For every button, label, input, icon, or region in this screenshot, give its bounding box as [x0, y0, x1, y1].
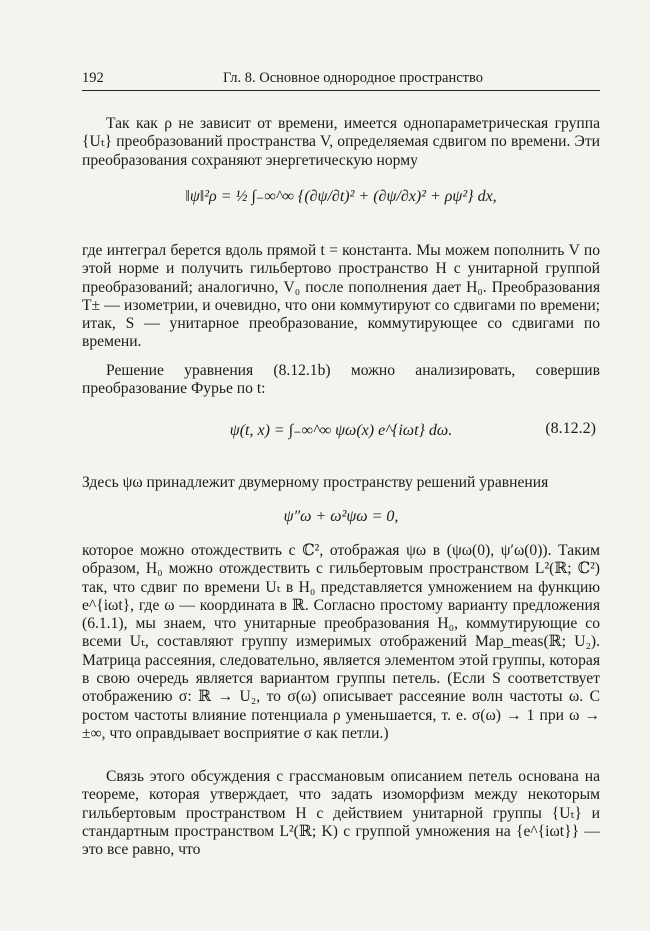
running-header [82, 70, 600, 91]
formula-energy-norm-text: ‖ψ‖²ρ = ½ ∫₋∞^∞ {(∂ψ/∂t)² + (∂ψ/∂x)² + ρψ²} dx, [185, 188, 497, 205]
paragraph-6-block [82, 768, 600, 859]
paragraph-1-block [82, 115, 600, 170]
paragraph-4: Здесь ψω принадлежит двумерному пространству решений уравнения [82, 474, 549, 491]
formula-energy-norm [82, 186, 600, 206]
paragraph-2: где интеграл берется вдоль прямой t = константа. Мы можем пополнить V по этой норме и получить гильбертово пространство H с унитарной группой преобразований; аналогично, V₀ после пополнения дает H₀. Преобразования T± — изометрии, и очевидно, что они коммутируют со сдвигами по времени; итак, S — унитарное преобразование, коммутирующее со сдвигами по времени. [82, 242, 600, 351]
paragraph-5-block [82, 542, 600, 743]
formula-fourier-text: ψ(t, x) = ∫₋∞^∞ ψω(x) e^{iωt} dω. [229, 422, 453, 439]
paragraph-4-block [82, 474, 600, 492]
formula-ode-text: ψ″ω + ω²ψω = 0, [283, 508, 399, 525]
paragraph-3-block [82, 362, 600, 399]
paragraph-6: Связь этого обсуждения с грассмановым описанием петель основана на теореме, которая утверждает, что задать изоморфизм между некоторым гильбертовым пространством H с действием унитарной группы {Uₜ} и стандартным пространством L²(ℝ; K) с группой умножения на {e^{iωt}} — это все равно, что [82, 768, 600, 859]
paragraph-5: которое можно отождествить с ℂ², отображая ψω в (ψω(0), ψ′ω(0)). Таким образом, H₀ можно отождествить с гильбертовым пространством L²(ℝ; ℂ²) так, что сдвиг по времени Uₜ в H₀ представляется умножением на функцию e^{iωt}, где ω — координата в ℝ. Согласно простому варианту предложения (6.1.1), мы знаем, что унитарные преобразования H₀, коммутирующие со всеми Uₜ, составляют группу измеримых отображений Map_meas(ℝ; U₂). Матрица рассеяния, следовательно, является элементом этой группы, которая в свою очередь является вариантом группы петель. (Если S соответствует отображению σ: ℝ → U₂, то σ(ω) описывает рассеяние волн частоты ω. С ростом частоты влияние потенциала ρ уменьшается, т. е. σ(ω) → 1 при ω → ±∞, что оправдывает восприятие σ как петли.) [82, 542, 600, 742]
formula-fourier [82, 420, 600, 440]
paragraph-3: Решение уравнения (8.12.1b) можно анализировать, совершив преобразование Фурье по t: [82, 362, 600, 398]
equation-number: (8.12.2) [545, 420, 596, 437]
chapter-title: Гл. 8. Основное однородное пространство [222, 70, 483, 86]
paragraph-1: Так как ρ не зависит от времени, имеется однопараметрическая группа {Uₜ} преобразований пространства V, определяемая сдвигом по времени. Эти преобразования сохраняют энергетическую норму [82, 115, 600, 169]
page-number: 192 [82, 70, 104, 86]
paragraph-2-block [82, 242, 600, 352]
formula-ode [82, 508, 600, 526]
